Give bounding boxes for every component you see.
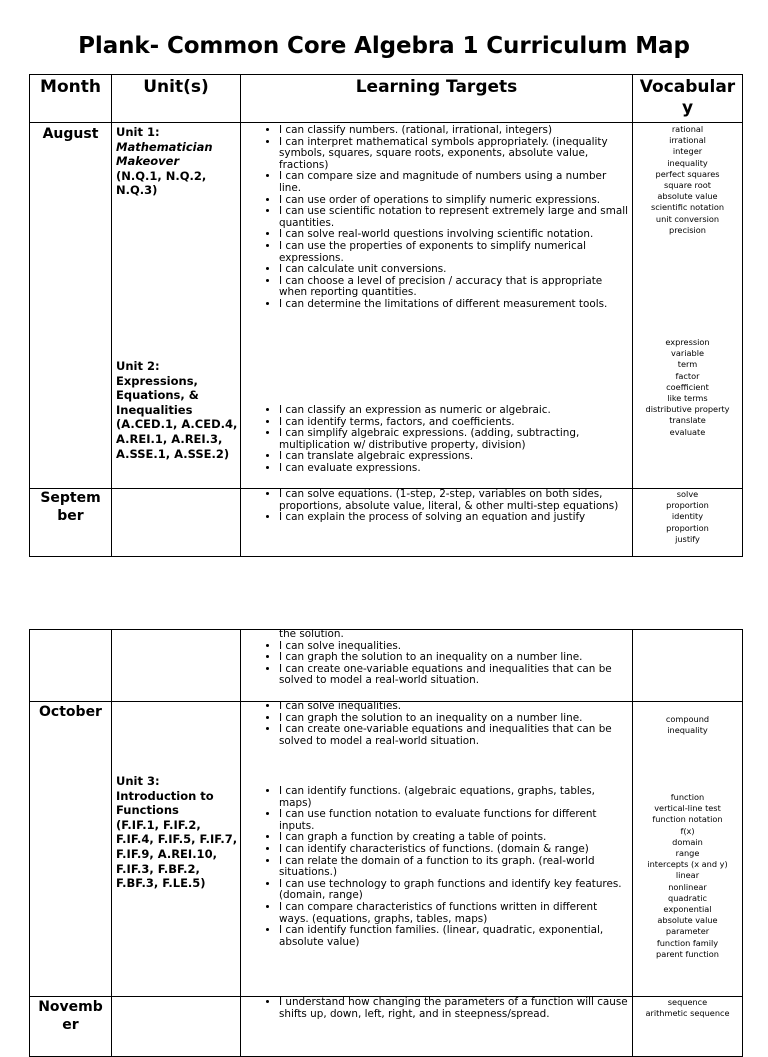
- vocab-term: intercepts (x and y): [647, 859, 728, 870]
- vocab-term: domain: [672, 836, 703, 847]
- month-august: August: [30, 123, 112, 489]
- targets-august: [241, 123, 633, 489]
- curriculum-table-page2: [29, 629, 743, 1057]
- learning-target: • I can solve inequalities.: [279, 701, 628, 713]
- unit3-standards: (F.IF.1, F.IF.2, F.IF.4, F.IF.5, F.IF.7, F.IF.9, A.REI.10, F.IF.3, F.BF.2, F.BF.3, F.LE.5): [116, 817, 238, 891]
- vocab-term: proportion: [666, 500, 709, 511]
- vocab-term: proportion: [666, 522, 709, 533]
- learning-target: • I can choose a level of precision / accuracy that is appropriate when reporting quantities.: [279, 276, 628, 299]
- learning-target: • I can create one-variable equations and inequalities that can be solved to model a real-world situation.: [279, 664, 628, 687]
- vocab-term: exponential: [663, 904, 712, 915]
- learning-target: • I can solve equations. (1-step, 2-step, variables on both sides, proportions, absolute value, literal, & other multi-step equations): [279, 489, 628, 512]
- vocab-list-unit2: [633, 337, 742, 438]
- vocab-term: inequality: [667, 725, 708, 736]
- learning-target: • I can use scientific notation to represent extremely large and small quantities.: [279, 206, 628, 229]
- learning-target: • I can calculate unit conversions.: [279, 264, 628, 276]
- learning-target: • I understand how changing the parameters of a function will cause shifts up, down, left, right, and in steepness/spread.: [279, 997, 628, 1020]
- vocab-list-october-2: [633, 792, 742, 960]
- header-targets: Learning Targets: [241, 75, 633, 123]
- vocab-term: coefficient: [666, 381, 709, 392]
- page-title: Plank- Common Core Algebra 1 Curriculum Map: [78, 33, 690, 59]
- targets-list-november: [241, 997, 632, 1020]
- unit2-title: Expressions, Equations, & Inequalities: [116, 373, 199, 417]
- learning-target: • I can solve real-world questions involving scientific notation.: [279, 229, 628, 241]
- vocab-august: [633, 123, 743, 489]
- month-october: October: [30, 702, 112, 997]
- units-august: [112, 123, 241, 489]
- learning-target: • I can evaluate expressions.: [279, 463, 628, 475]
- vocab-term: linear: [675, 870, 700, 881]
- vocab-term: square root: [664, 180, 711, 191]
- vocab-term: compound: [665, 714, 710, 724]
- header-vocabulary: Vocabulary: [633, 75, 743, 123]
- learning-target: • I can compare characteristics of functions written in different ways. (equations, graphs, tables, maps): [279, 902, 628, 925]
- unit2-standards: (A.CED.1, A.CED.4, A.REI.1, A.REI.3, A.SSE.1, A.SSE.2): [116, 417, 238, 461]
- vocab-term: function notation: [652, 814, 723, 825]
- learning-target: • I can translate algebraic expressions.: [279, 451, 628, 463]
- vocab-term: distributive property: [645, 404, 730, 415]
- learning-target: • I can create one-variable equations and inequalities that can be solved to model a real-world situation.: [279, 724, 628, 747]
- vocab-term: precision: [669, 224, 706, 235]
- learning-target: • I can determine the limitations of different measurement tools.: [279, 299, 628, 311]
- unit1-name: Unit 1:: [116, 125, 160, 139]
- vocab-term: irrational: [669, 135, 706, 146]
- unit1-standards: (N.Q.1, N.Q.2, N.Q.3): [116, 168, 207, 198]
- curriculum-table-page1: [29, 74, 743, 557]
- targets-list-continued: [241, 641, 632, 687]
- vocab-term: perfect squares: [655, 168, 720, 179]
- vocab-term: like terms: [667, 393, 708, 404]
- vocab-term: absolute value: [657, 191, 718, 202]
- unit3-block: [112, 774, 238, 891]
- learning-target: • I can use order of operations to simplify numeric expressions.: [279, 195, 628, 207]
- vocab-term: function family: [656, 937, 719, 948]
- vocab-term: justify: [675, 533, 700, 544]
- learning-target: • I can identify terms, factors, and coefficients.: [279, 417, 628, 429]
- units-continued: [112, 630, 241, 702]
- targets-list-october-1: [241, 701, 628, 747]
- targets-list-september: [241, 489, 632, 524]
- vocab-term: range: [675, 848, 700, 859]
- learning-target: • I can explain the process of solving an equation and justify: [279, 512, 628, 524]
- learning-target: • I can identify function families. (linear, quadratic, exponential, absolute value): [279, 925, 628, 948]
- vocab-term: nonlinear: [668, 881, 707, 892]
- vocab-term: absolute value: [657, 915, 718, 926]
- vocab-term: factor: [675, 370, 700, 381]
- vocab-october: [633, 702, 743, 997]
- month-november: Novemb er: [30, 997, 112, 1057]
- learning-target: • I can solve inequalities.: [279, 641, 628, 653]
- vocab-term: parameter: [665, 926, 710, 937]
- vocab-term: rational: [671, 124, 704, 134]
- learning-target: • I can graph the solution to an inequality on a number line.: [279, 652, 628, 664]
- learning-target: • I can relate the domain of a function to its graph. (real-world situations.): [279, 856, 628, 879]
- vocab-term: inequality: [667, 157, 708, 168]
- targets-continued-head: the solution.: [279, 628, 344, 640]
- vocab-term: arithmetic sequence: [645, 1008, 730, 1019]
- header-month: Month: [30, 75, 112, 123]
- unit3-name: Unit 3:: [116, 774, 160, 788]
- vocab-term: function: [670, 792, 705, 802]
- learning-target: • I can interpret mathematical symbols appropriately. (inequality symbols, squares, square roots, exponents, absolute value, fractions): [279, 137, 628, 172]
- month-continued: [30, 630, 112, 702]
- vocab-term: variable: [670, 348, 705, 359]
- vocab-list-unit1: [633, 124, 742, 236]
- targets-november: [241, 997, 633, 1057]
- learning-target: • I can classify an expression as numeric or algebraic.: [279, 405, 628, 417]
- vocab-term: identity: [671, 511, 704, 522]
- vocab-list-november: [633, 997, 742, 1019]
- learning-target: • I can classify numbers. (rational, irrational, integers): [279, 125, 628, 137]
- vocab-term: translate: [669, 415, 706, 426]
- targets-list-october-2: [241, 786, 628, 948]
- vocab-term: evaluate: [669, 426, 706, 437]
- targets-september: [241, 489, 633, 557]
- learning-target: • I can graph the solution to an inequality on a number line.: [279, 713, 628, 725]
- vocab-term: scientific notation: [650, 202, 725, 213]
- learning-target: • I can identify functions. (algebraic equations, graphs, tables, maps): [279, 786, 628, 809]
- learning-target: • I can use function notation to evaluate functions for different inputs.: [279, 809, 628, 832]
- vocab-term: sequence: [667, 997, 708, 1007]
- learning-target: • I can use technology to graph functions and identify key features. (domain, range): [279, 879, 628, 902]
- vocab-term: integer: [672, 146, 703, 157]
- vocab-term: quadratic: [668, 892, 707, 903]
- targets-list-unit1: [241, 125, 628, 311]
- unit2-block: [112, 359, 238, 461]
- learning-target: • I can compare size and magnitude of numbers using a number line.: [279, 171, 628, 194]
- vocab-list-october-1: [633, 714, 742, 736]
- vocab-continued: [633, 630, 743, 702]
- units-october: [112, 702, 241, 997]
- vocab-term: unit conversion: [655, 213, 720, 224]
- targets-october: [241, 702, 633, 997]
- learning-target: • I can use the properties of exponents to simplify numerical expressions.: [279, 241, 628, 264]
- unit2-name: Unit 2:: [116, 359, 160, 373]
- unit1-title: Mathematician Makeover: [116, 139, 213, 169]
- vocab-term: solve: [676, 489, 699, 499]
- learning-target: • I can graph a function by creating a table of points.: [279, 832, 628, 844]
- header-units: Unit(s): [112, 75, 241, 123]
- vocab-list-september: [633, 489, 742, 545]
- month-september: Septem ber: [30, 489, 112, 557]
- units-september: [112, 489, 241, 557]
- targets-continued: [241, 630, 633, 702]
- vocab-september: [633, 489, 743, 557]
- learning-target: • I can simplify algebraic expressions. (adding, subtracting, multiplication w/ distributive property, division): [279, 428, 628, 451]
- vocab-term: term: [677, 359, 698, 370]
- units-november: [112, 997, 241, 1057]
- targets-list-unit2: [241, 405, 628, 475]
- vocab-term: expression: [665, 337, 710, 347]
- vocab-term: parent function: [656, 948, 719, 959]
- unit3-title: Introduction to Functions: [116, 788, 214, 818]
- vocab-term: f(x): [680, 825, 695, 836]
- vocab-term: vertical-line test: [654, 803, 721, 814]
- unit1-block: [112, 125, 236, 198]
- learning-target: • I can identify characteristics of functions. (domain & range): [279, 844, 628, 856]
- vocab-november: [633, 997, 743, 1057]
